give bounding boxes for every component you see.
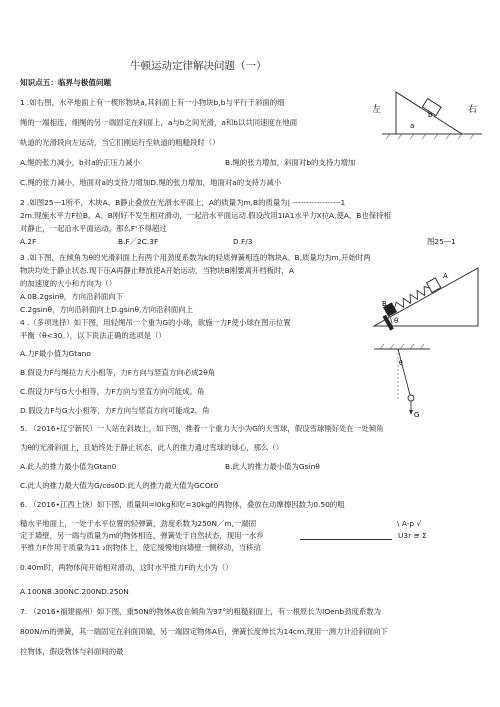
q3-option-ab: A.0B.2gsinθ，方向沿斜面向下 [20, 292, 124, 301]
q3-fig-theta-label: θ [394, 317, 399, 325]
q1-fig-b-label: b [428, 111, 433, 119]
q7-line-3: 拉物体，假设物体与斜面间的最 [20, 647, 124, 656]
page-title: 牛顿运动定律解决问题（一） [130, 60, 267, 72]
q1-fig-left-label: 左 [372, 105, 382, 115]
q4-line-1: 4 .（多项选择）如下图，用轻绳吊一个重为G的小球，欲施一力F使小球在图示位置 [20, 318, 291, 327]
q5-option-a: A.此人的推力最小值为Gtan0 [20, 462, 117, 471]
q4-option-c: C.假设力F与G大小相等，力F方向与竖直方向可能成。角 [20, 387, 205, 396]
q4-fig-theta-label: θ [399, 360, 403, 367]
q3-line-2: 物块均处于静止状态.现下压A再静止释放使A开始运动，当物块B刚要离开档板时，A [20, 266, 294, 275]
q3-option-cd: C.2gsinθ，方向沿斜面向上D.gsinθ,方向沿斜面向上 [20, 305, 194, 314]
q4-option-a: A.力F最小值为Gtano [20, 349, 91, 358]
q3-fig-b-label: B [382, 300, 387, 308]
q6-options: A.100NB.300NC.200ND.250N [20, 587, 129, 596]
q6-blank-line [300, 539, 392, 540]
q4-pendulum-figure [368, 343, 438, 421]
q6-line-3: 定于墙壁，另一端与质量为m的物体相连，弹簧处于自然状态，现用一水乡 [20, 531, 264, 540]
q2-option-d: D.F/3 [233, 237, 253, 246]
q7-line-1: 7. （2016•福建福州）如下图，重50N的物体A放在倾角为37°的粗糙斜面上，有一根原长为IOenb劲度系数为 [20, 607, 382, 616]
q7-line-2: 800N/m的弹簧，其一端固定在斜面顶端，另一端固定物体A后，弹簧长度伸长为14cm,现用一测力计沿斜面向下 [20, 627, 388, 636]
q1-fig-right-label: 右 [468, 105, 478, 115]
q1-option-cd: C.绳的张力减小，地面对a的支持力增加D.绳的张力增加，地面对a的支持力减小 [20, 178, 282, 187]
q2-line-3: 对静止，一起沿水平面运动，那么F'不得超过 [20, 224, 167, 233]
q4-option-b: B.假设力F与绳拉力大小相等，力F方向与竖直方向必成2θ角 [20, 368, 216, 377]
q4-fig-g-label: G [414, 411, 420, 419]
q6-line-4: 平推力F作用于质量为11 ₂的物体上，使它缓慢地向墙壁一侧移动，当移动 [20, 543, 261, 552]
q1-option-a: A.绳的张力减小，b对a的正压力减小 [20, 158, 140, 167]
q2-option-bc: B.F／2C.3F [118, 237, 159, 246]
q4-line-2: 平衡（θ<30。），以下说法正确的选项是（） [20, 331, 166, 340]
q1-wedge-figure [370, 82, 485, 142]
q1-fig-a-label: a [410, 122, 415, 130]
q3-line-1: 3 .如下图，在倾角为θ的光滑斜面上有两个用劲度系数为k的轻质弹簧相连的物块A、B,质量均为m,开始时两 [20, 253, 371, 262]
q6-line-3-fragment: U3r ≡ Σ [398, 531, 427, 540]
q5-option-b: B.此人的推力最小值为Gsinθ [225, 462, 320, 471]
q3-line-3: 的加速度的大小和方向为（） [20, 279, 117, 288]
q6-line-2: 糙水平地面上，一处于水平位置的轻弹簧，劲度系数为250N／m,一端固 [20, 519, 257, 528]
q2-line-1: 2 .如图25—1所不，木块A、B静止叠放在光滑水平面上，A的质量为m,B的质量为| ------------------1 [20, 198, 346, 207]
q5-line-2: 为θ的光滑斜面上，且始终处于静止状态，此人的推力通过雪球的球心，那么（） [20, 443, 284, 452]
q5-option-cd: C.此人的推力最大值为G/cos0D.此人的推力最大值为GCOt0 [20, 481, 219, 490]
q2-figure-caption: 图25—1 [427, 237, 456, 246]
q4-option-d: D.假设力F与G大小相等，力F方向与竖直方向可能成2。角 [20, 406, 210, 415]
q6-line-2-fragment: \ A-p √ [397, 519, 422, 528]
q6-line-5: 0.40m时，两物体间开始相对滑动，这时水平推力F的大小为（） [20, 563, 233, 572]
q1-option-b: B.绳的张力增加，斜面对b的支持力增加 [225, 158, 356, 167]
q2-option-a: A.2F [20, 237, 37, 246]
section-heading: 知识点五：临界与极值问题 [20, 78, 112, 87]
q1-line-3: 轨道的光滑段向左运动，当它们刚运行至轨道的粗糙段时（） [20, 138, 220, 147]
q5-line-1: 5. （2016•辽宁新民）一人站在斜坡上，如下图，推着一个重力大小为G的大雪球，假设雪球刚好处在一处倾角 [20, 424, 384, 433]
q3-incline-figure [370, 260, 490, 332]
q6-line-1: 6. （2016•江西上饶）如下图，质量叫=l0kg和吃=30kg的两物体，叠放在动摩擦因数为0.50的粗 [20, 500, 345, 509]
q1-line-1: 1 .如右图，水平地面上有一楔形物块a,其斜面上有一小物块b,b与平行于斜面的细 [20, 98, 285, 107]
q2-line-2: 2m.现施水平力F拉B，A、B刚好不发生相对滑动，一起沿水平面运动.假设改用1IA1水平力X拉A,使A、B也保持相 [20, 211, 391, 220]
q3-fig-a-label: A [443, 272, 448, 280]
q1-line-2: 绳的一端相连，细绳的另一端固定在斜面上，a与b之间光滑，a和b以共同速度在地面 [20, 118, 298, 127]
